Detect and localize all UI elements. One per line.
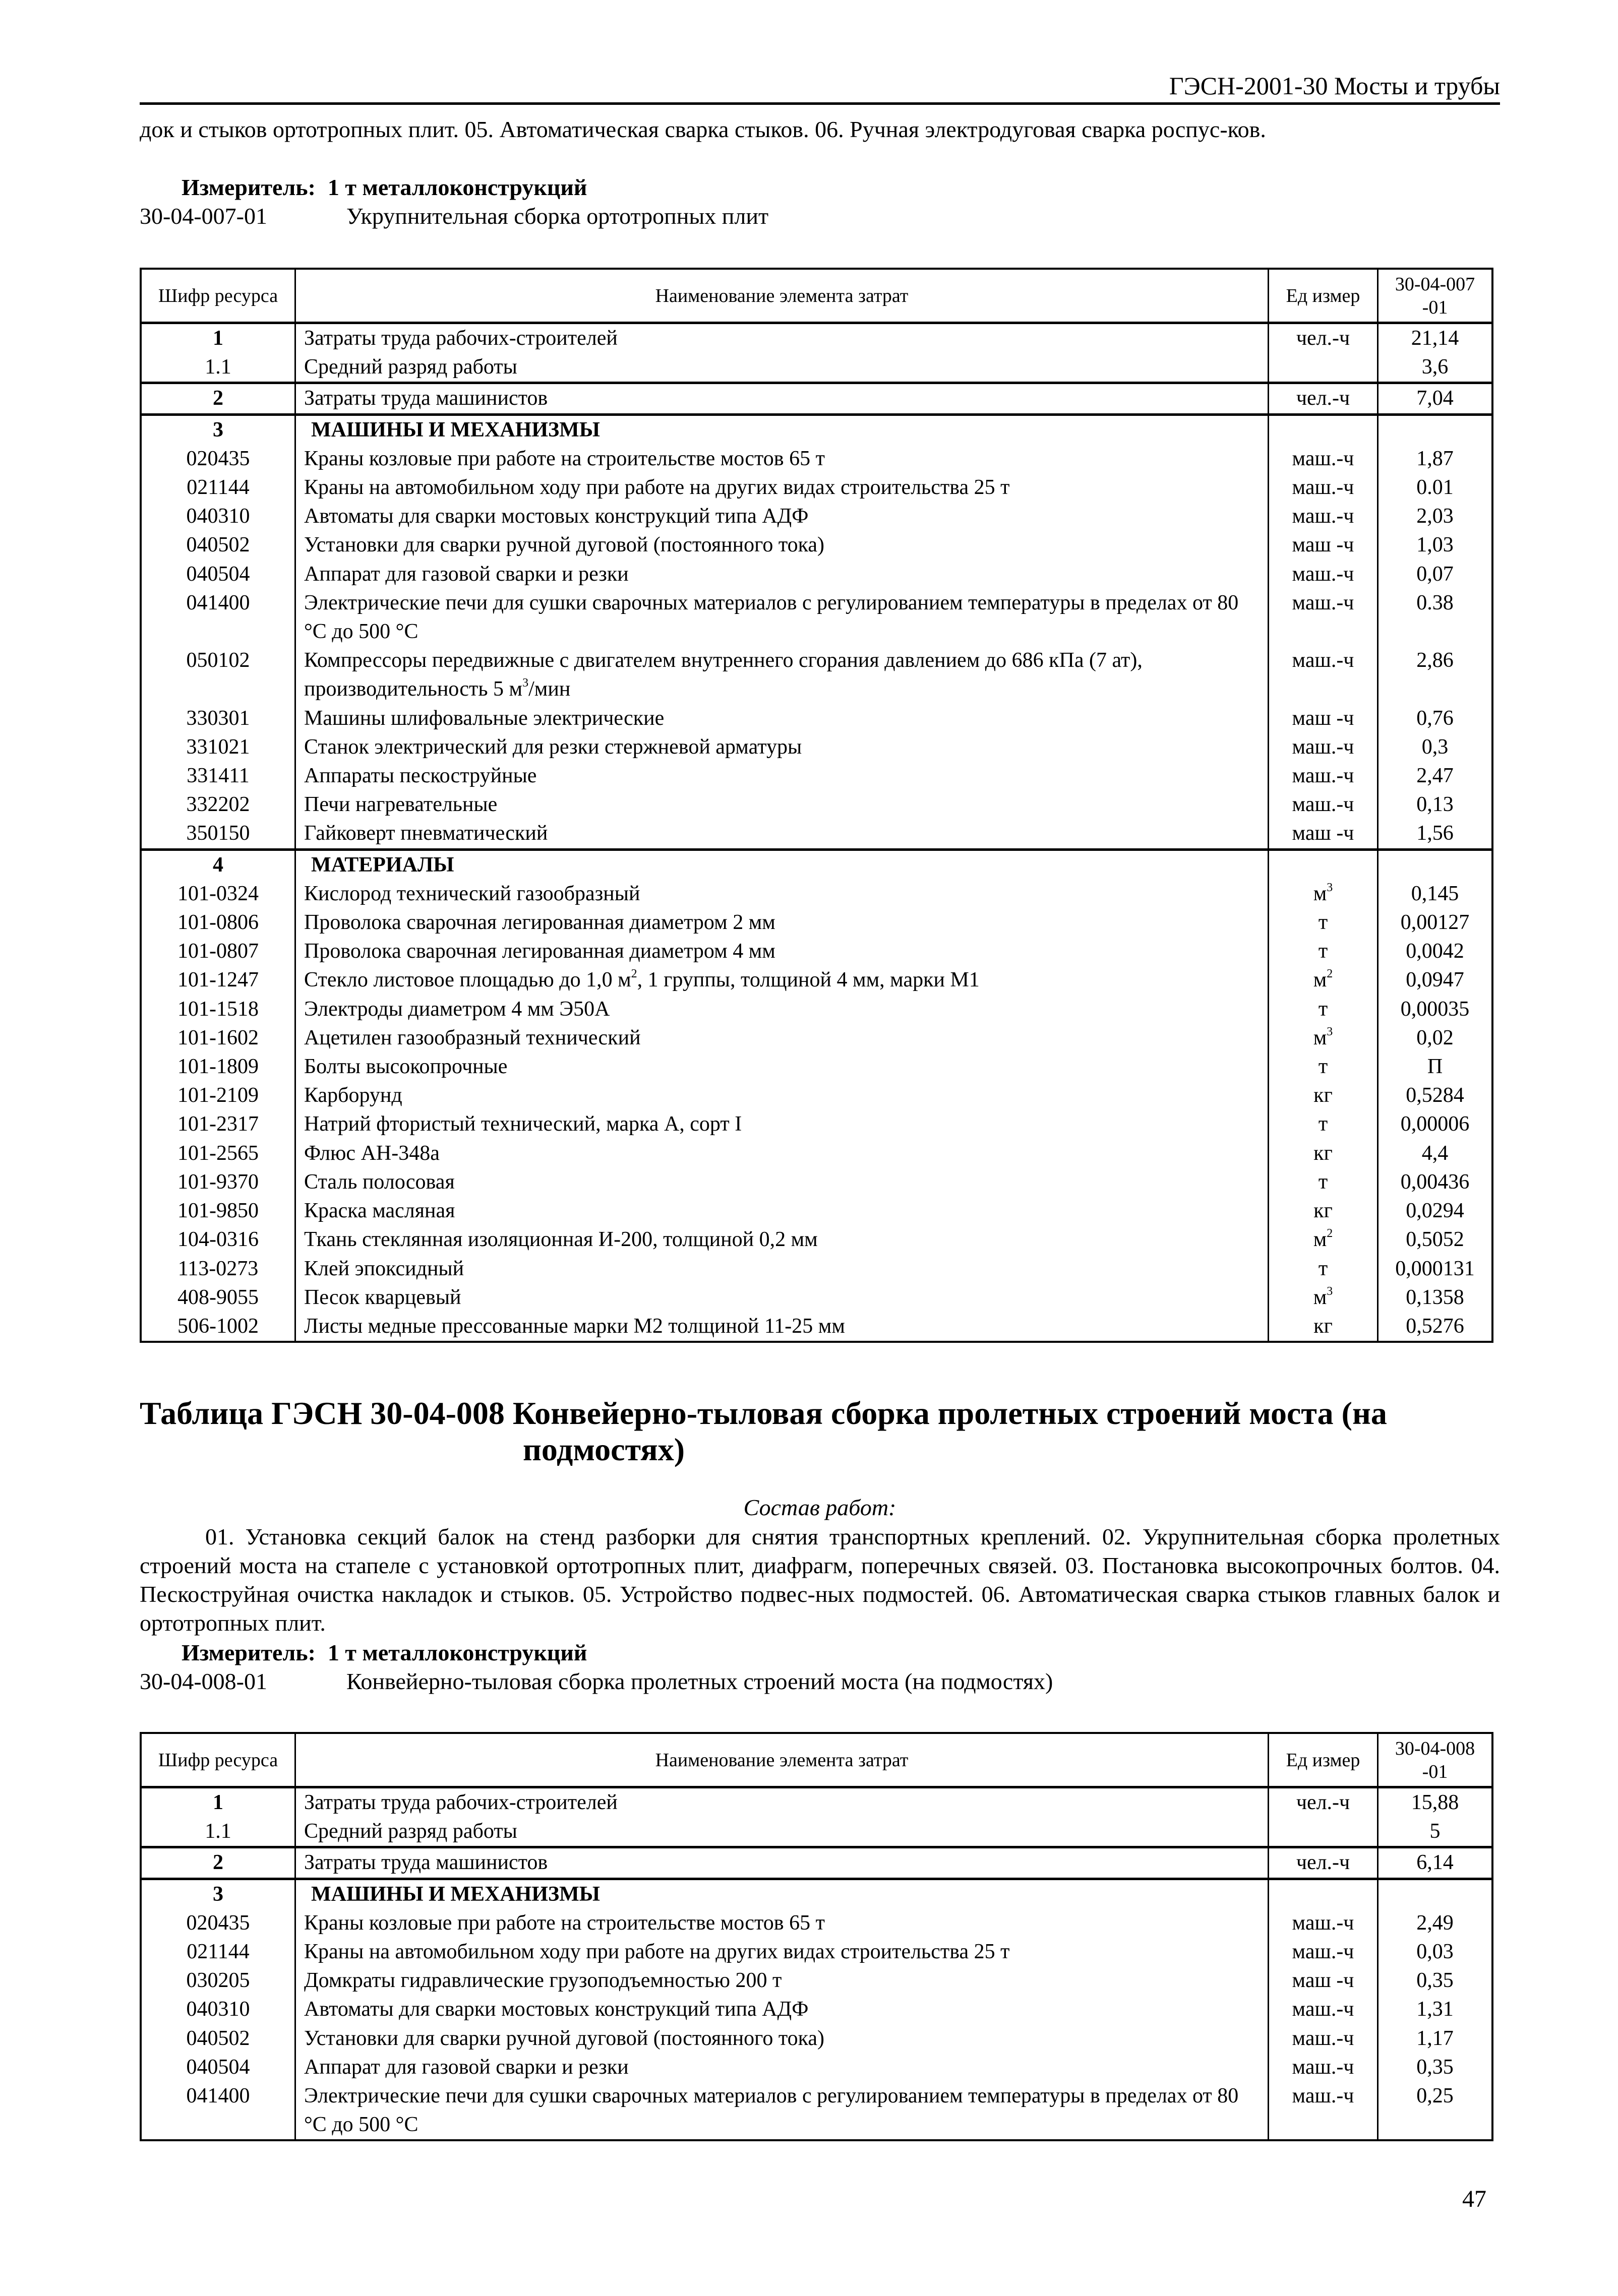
header-code: Шифр ресурса	[142, 270, 296, 322]
resource-code: 040504	[142, 560, 296, 589]
resource-code: 408-9055	[142, 1283, 296, 1312]
norm-value: 2,47	[1416, 764, 1454, 788]
unit: маш.-ч	[1269, 762, 1379, 790]
row-group	[142, 851, 1491, 1341]
unit: т	[1269, 995, 1379, 1024]
resource-name: Средний разряд работы	[296, 1817, 1269, 1846]
table-row	[142, 762, 1491, 790]
table-header	[142, 270, 1491, 324]
unit: маш.-ч	[1269, 445, 1379, 473]
resource-name: Затраты труда рабочих-строителей	[296, 324, 1269, 353]
norm-value: 0,00035	[1400, 997, 1470, 1021]
table-row	[142, 1283, 1491, 1312]
norm-value: 5	[1429, 1820, 1441, 1843]
resource-code: 3	[142, 1880, 296, 1909]
table-row	[142, 790, 1491, 819]
resource-name: Станок электрический для резки стержневой арматуры	[296, 733, 1269, 762]
resource-name: Машины шлифовальные электрические	[296, 704, 1269, 733]
norm-name: Укрупнительная сборка ортотропных плит	[346, 203, 769, 229]
unit: кг	[1269, 1197, 1379, 1225]
resource-code: 101-2317	[142, 1110, 296, 1139]
norm-value: 4,4	[1421, 1141, 1449, 1165]
section-row	[142, 1880, 1491, 1909]
norm-value: 0,25	[1416, 2084, 1454, 2108]
resource-code: 331411	[142, 762, 296, 790]
table-row	[142, 1966, 1491, 1995]
norm-value: 7,04	[1416, 387, 1454, 410]
norm-value: 0,35	[1416, 1969, 1454, 1993]
unit: $м^2$	[1269, 1225, 1379, 1254]
composition-label: Состав работ:	[743, 1495, 896, 1520]
norm-value: 0,02	[1416, 1026, 1454, 1049]
row-group	[142, 384, 1491, 415]
header-name: Наименование элемента затрат	[296, 1734, 1269, 1786]
norm-value: П	[1427, 1055, 1443, 1079]
resource-table-30-04-007	[140, 268, 1493, 1343]
resource-code: 2	[142, 1848, 296, 1877]
table-header	[142, 1734, 1491, 1788]
composition-paragraph: 01. Установка секций балок на стенд разборки для снятия транспортных креплений. 02. Укрупнительная сборка пролетных строений моста на стапеле с установкой ортотропных плит, диафрагм, поперечных связей. 03. Постановка высокопрочных болтов. 04. Пескоструйная очистка накладок и стыков. 05. Устройство подвес-ных подмостей. 06. Автоматическая сварка стыков главных балок и ортотропных плит.	[140, 1524, 1500, 1636]
unit: маш -ч	[1269, 531, 1379, 560]
norm-value: 1,56	[1416, 822, 1454, 845]
norm-code: 30-04-008-01	[140, 1668, 267, 1694]
resource-name: Автоматы для сварки мостовых конструкций типа АДФ	[296, 502, 1269, 531]
norm-value: 0,3	[1421, 735, 1449, 759]
unit: маш.-ч	[1269, 1995, 1379, 2024]
resource-name: Электроды диаметром 4 мм Э50А	[296, 995, 1269, 1024]
norm-name: Конвейерно-тыловая сборка пролетных строений моста (на подмостях)	[346, 1668, 1053, 1694]
unit: маш.-ч	[1269, 589, 1379, 646]
table-row	[142, 2024, 1491, 2053]
norm-value: 0.38	[1416, 591, 1454, 614]
table-row	[142, 908, 1491, 937]
header-value: 30-04-008-01	[1395, 1737, 1475, 1782]
resource-code: 050102	[142, 646, 296, 704]
unit	[1269, 1880, 1379, 1909]
norm-value	[1379, 416, 1491, 445]
norm-value: 1,87	[1416, 447, 1454, 470]
resource-code: 2	[142, 384, 296, 413]
table-row	[142, 384, 1491, 413]
resource-name: Печи нагревательные	[296, 790, 1269, 819]
resource-code: 350150	[142, 819, 296, 848]
resource-name: Кислород технический газообразный	[296, 880, 1269, 908]
unit: т	[1269, 1168, 1379, 1197]
header-unit: Ед измер	[1269, 270, 1379, 322]
resource-name: Клей эпоксидный	[296, 1255, 1269, 1283]
resource-name: Проволока сварочная легированная диаметром 4 мм	[296, 937, 1269, 966]
resource-code: 021144	[142, 1938, 296, 1966]
unit: $м^2$	[1269, 966, 1379, 995]
resource-name: Домкраты гидравлические грузоподъемностью 200 т	[296, 1966, 1269, 1995]
table-row	[142, 502, 1491, 531]
table-row	[142, 1312, 1491, 1341]
unit	[1269, 353, 1379, 382]
resource-name: Затраты труда машинистов	[296, 1848, 1269, 1877]
unit: маш.-ч	[1269, 473, 1379, 502]
resource-code: 330301	[142, 704, 296, 733]
measure-value: 1 т металлоконструкций	[327, 174, 587, 200]
unit: маш.-ч	[1269, 560, 1379, 589]
section-title: МАШИНЫ И МЕХАНИЗМЫ	[296, 416, 1269, 445]
unit: маш -ч	[1269, 1966, 1379, 1995]
measure-label: Измеритель:	[182, 1640, 316, 1665]
resource-code: 040310	[142, 1995, 296, 2024]
resource-name: Средний разряд работы	[296, 353, 1269, 382]
norm-value: 0,0947	[1406, 968, 1464, 992]
section-title: МАТЕРИАЛЫ	[296, 851, 1269, 880]
header-name: Наименование элемента затрат	[296, 270, 1269, 322]
unit: кг	[1269, 1139, 1379, 1168]
table-row	[142, 1255, 1491, 1283]
unit: т	[1269, 937, 1379, 966]
resource-name: Флюс АН-348а	[296, 1139, 1269, 1168]
unit: $м^3$	[1269, 1283, 1379, 1312]
unit: маш.-ч	[1269, 733, 1379, 762]
unit: чел.-ч	[1269, 1788, 1379, 1817]
resource-name: Краны козловые при работе на строительстве мостов 65 т	[296, 445, 1269, 473]
norm-value: 0,00436	[1400, 1170, 1470, 1194]
resource-name: Электрические печи для сушки сварочных материалов с регулированием температуры в пределах от 80 °С до 500 °С	[296, 2082, 1269, 2139]
resource-code: 040504	[142, 2053, 296, 2082]
unit: маш.-ч	[1269, 1909, 1379, 1938]
page-number: 47	[1462, 2186, 1486, 2212]
resource-code: 020435	[142, 445, 296, 473]
unit: чел.-ч	[1269, 1848, 1379, 1877]
resource-name: Автоматы для сварки мостовых конструкций типа АДФ	[296, 1995, 1269, 2024]
resource-code: 113-0273	[142, 1255, 296, 1283]
header-code: Шифр ресурса	[142, 1734, 296, 1786]
norm-value: 2,86	[1416, 649, 1454, 672]
resource-code: 101-2565	[142, 1139, 296, 1168]
resource-code: 4	[142, 851, 296, 880]
norm-value	[1379, 1880, 1491, 1909]
resource-name: Песок кварцевый	[296, 1283, 1269, 1312]
row-group	[142, 416, 1491, 851]
norm-line-1	[140, 202, 768, 230]
table-row	[142, 1081, 1491, 1110]
resource-name: Краны на автомобильном ходу при работе на других видах строительства 25 т	[296, 1938, 1269, 1966]
resource-code: 3	[142, 416, 296, 445]
table-row	[142, 1909, 1491, 1938]
table-row	[142, 704, 1491, 733]
unit: $м^3$	[1269, 1024, 1379, 1052]
resource-name: Стекло листовое площадью до 1,0 $м^2$, 1 группы, толщиной 4 мм, марки М1	[296, 966, 1269, 995]
resource-code: 041400	[142, 2082, 296, 2139]
unit: кг	[1269, 1312, 1379, 1341]
row-group	[142, 324, 1491, 384]
table-row	[142, 1024, 1491, 1052]
table-title-line2: подмостях)	[523, 1432, 685, 1467]
resource-name: Электрические печи для сушки сварочных материалов с регулированием температуры в пределах от 80 °С до 500 °С	[296, 589, 1269, 646]
table-row	[142, 1995, 1491, 2024]
resource-code: 101-1518	[142, 995, 296, 1024]
table-row	[142, 966, 1491, 995]
unit: маш -ч	[1269, 704, 1379, 733]
section-row	[142, 416, 1491, 445]
table-row	[142, 1848, 1491, 1877]
unit: т	[1269, 1110, 1379, 1139]
resource-name: Краны на автомобильном ходу при работе на других видах строительства 25 т	[296, 473, 1269, 502]
table-row	[142, 473, 1491, 502]
resource-code: 101-0324	[142, 880, 296, 908]
norm-value: 0.01	[1416, 476, 1454, 500]
table-row	[142, 445, 1491, 473]
resource-code: 101-1809	[142, 1052, 296, 1081]
norm-value: 0,0294	[1406, 1199, 1464, 1223]
table-row	[142, 353, 1491, 382]
unit: $м^3$	[1269, 880, 1379, 908]
row-group	[142, 1880, 1491, 2140]
table-row	[142, 733, 1491, 762]
norm-value: 0,5284	[1406, 1084, 1464, 1107]
table-row	[142, 1168, 1491, 1197]
resource-name: Установки для сварки ручной дуговой (постоянного тока)	[296, 2024, 1269, 2053]
norm-value: 0,5052	[1406, 1228, 1464, 1252]
resource-name: Краны козловые при работе на строительстве мостов 65 т	[296, 1909, 1269, 1938]
resource-name: Листы медные прессованные марки М2 толщиной 11-25 мм	[296, 1312, 1269, 1341]
resource-name: Ткань стеклянная изоляционная И-200, толщиной 0,2 мм	[296, 1225, 1269, 1254]
resource-name: Сталь полосовая	[296, 1168, 1269, 1197]
resource-code: 1.1	[142, 1817, 296, 1846]
table-row	[142, 1938, 1491, 1966]
continuation-paragraph: док и стыков ортотропных плит. 05. Автоматическая сварка стыков. 06. Ручная электродуговая сварка роспус-ков.	[140, 116, 1266, 142]
resource-name: Затраты труда машинистов	[296, 384, 1269, 413]
table-row	[142, 646, 1491, 704]
resource-code: 506-1002	[142, 1312, 296, 1341]
norm-value: 0,0042	[1406, 940, 1464, 963]
resource-code: 331021	[142, 733, 296, 762]
resource-table-30-04-008	[140, 1732, 1493, 2141]
table-title	[140, 1395, 1500, 1468]
row-group	[142, 1848, 1491, 1880]
table-row	[142, 995, 1491, 1024]
unit: маш.-ч	[1269, 2053, 1379, 2082]
norm-value: 21,14	[1411, 327, 1459, 350]
resource-code: 101-9850	[142, 1197, 296, 1225]
norm-value: 0,35	[1416, 2055, 1454, 2079]
resource-code: 040502	[142, 531, 296, 560]
norm-value	[1379, 851, 1491, 880]
resource-code: 101-0806	[142, 908, 296, 937]
unit: маш.-ч	[1269, 1938, 1379, 1966]
norm-value: 0,07	[1416, 562, 1454, 586]
unit: чел.-ч	[1269, 384, 1379, 413]
unit: маш.-ч	[1269, 502, 1379, 531]
norm-value: 0,145	[1411, 882, 1459, 905]
resource-name: Аппарат для газовой сварки и резки	[296, 2053, 1269, 2082]
norm-value: 1,03	[1416, 533, 1454, 557]
unit: маш.-ч	[1269, 2024, 1379, 2053]
section-row	[142, 851, 1491, 880]
resource-name: Ацетилен газообразный технический	[296, 1024, 1269, 1052]
resource-code: 101-1247	[142, 966, 296, 995]
resource-name: Болты высокопрочные	[296, 1052, 1269, 1081]
norm-value: 1,31	[1416, 1998, 1454, 2021]
table-title-line1: Таблица ГЭСН 30-04-008 Конвейерно-тыловая сборка пролетных строений моста (на	[140, 1395, 1387, 1431]
unit: чел.-ч	[1269, 324, 1379, 353]
header-unit: Ед измер	[1269, 1734, 1379, 1786]
table-row	[142, 2082, 1491, 2139]
table-row	[142, 531, 1491, 560]
unit: маш -ч	[1269, 819, 1379, 848]
table-row	[142, 1139, 1491, 1168]
resource-code: 021144	[142, 473, 296, 502]
unit	[1269, 851, 1379, 880]
norm-value: 2,49	[1416, 1911, 1454, 1935]
resource-name: Проволока сварочная легированная диаметром 2 мм	[296, 908, 1269, 937]
norm-value: 0,000131	[1395, 1257, 1475, 1280]
norm-value: 6,14	[1416, 1851, 1454, 1875]
norm-value: 0,5276	[1406, 1314, 1464, 1338]
resource-code: 1	[142, 324, 296, 353]
resource-name: Натрий фтористый технический, марка А, сорт I	[296, 1110, 1269, 1139]
resource-name: Аппарат для газовой сварки и резки	[296, 560, 1269, 589]
unit	[1269, 1817, 1379, 1846]
resource-code: 1	[142, 1788, 296, 1817]
norm-value: 1,17	[1416, 2026, 1454, 2050]
resource-code: 020435	[142, 1909, 296, 1938]
resource-name: Гайковерт пневматический	[296, 819, 1269, 848]
section-title: МАШИНЫ И МЕХАНИЗМЫ	[296, 1880, 1269, 1909]
unit: кг	[1269, 1081, 1379, 1110]
resource-name: Аппараты пескоструйные	[296, 762, 1269, 790]
resource-code: 332202	[142, 790, 296, 819]
running-header: ГЭСН-2001-30 Мосты и трубы	[1169, 72, 1500, 100]
norm-value: 15,88	[1411, 1791, 1459, 1814]
norm-value: 0,13	[1416, 793, 1454, 817]
table-row	[142, 880, 1491, 908]
table-row	[142, 1110, 1491, 1139]
norm-value: 0,00127	[1400, 911, 1470, 935]
resource-name: Краска масляная	[296, 1197, 1269, 1225]
norm-value: 0,1358	[1406, 1285, 1464, 1309]
resource-code: 101-9370	[142, 1168, 296, 1197]
unit: маш.-ч	[1269, 646, 1379, 704]
measure-line-1	[182, 173, 587, 202]
norm-value: 3,6	[1421, 355, 1449, 379]
unit: т	[1269, 1255, 1379, 1283]
table-row	[142, 560, 1491, 589]
table-row	[142, 324, 1491, 353]
resource-name: Установки для сварки ручной дуговой (постоянного тока)	[296, 531, 1269, 560]
table-row	[142, 1052, 1491, 1081]
resource-code: 040310	[142, 502, 296, 531]
unit: маш.-ч	[1269, 790, 1379, 819]
resource-code: 101-1602	[142, 1024, 296, 1052]
norm-value: 0,76	[1416, 706, 1454, 730]
table-row	[142, 1197, 1491, 1225]
table-row	[142, 2053, 1491, 2082]
resource-code: 1.1	[142, 353, 296, 382]
norm-value: 0,03	[1416, 1940, 1454, 1964]
resource-code: 041400	[142, 589, 296, 646]
measure-value: 1 т металлоконструкций	[327, 1640, 587, 1665]
resource-code: 040502	[142, 2024, 296, 2053]
unit: маш.-ч	[1269, 2082, 1379, 2139]
norm-code: 30-04-007-01	[140, 203, 267, 229]
resource-code: 104-0316	[142, 1225, 296, 1254]
table-row	[142, 819, 1491, 848]
resource-name: Затраты труда рабочих-строителей	[296, 1788, 1269, 1817]
resource-code: 030205	[142, 1966, 296, 1995]
table-row	[142, 937, 1491, 966]
resource-code: 101-2109	[142, 1081, 296, 1110]
resource-name: Карборунд	[296, 1081, 1269, 1110]
norm-value: 2,03	[1416, 505, 1454, 528]
measure-label: Измеритель:	[182, 174, 316, 200]
row-group	[142, 1788, 1491, 1848]
norm-value: 0,00006	[1400, 1112, 1470, 1136]
resource-code: 101-0807	[142, 937, 296, 966]
table-row	[142, 1225, 1491, 1254]
header-rule	[140, 102, 1500, 105]
resource-name: Компрессоры передвижные с двигателем внутреннего сгорания давлением до 686 кПа (7 ат), производительность 5 $м^3$/мин	[296, 646, 1269, 704]
measure-line-2	[182, 1638, 587, 1667]
unit: т	[1269, 908, 1379, 937]
norm-line-2	[140, 1667, 1053, 1696]
unit	[1269, 416, 1379, 445]
table-row	[142, 1817, 1491, 1846]
table-row	[142, 589, 1491, 646]
unit: т	[1269, 1052, 1379, 1081]
header-value: 30-04-007-01	[1395, 273, 1475, 318]
table-row	[142, 1788, 1491, 1817]
